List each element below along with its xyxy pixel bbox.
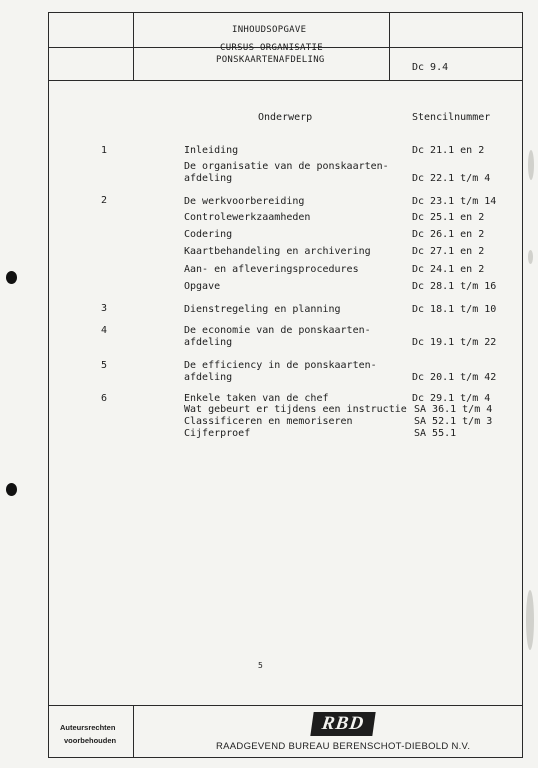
department-subtitle: PONSKAARTENAFDELING xyxy=(216,55,325,65)
punch-hole-bottom xyxy=(6,483,17,496)
row-number: 6 xyxy=(101,393,108,404)
rbd-logo: RBD xyxy=(310,712,375,736)
row-subject: De efficiency in de ponskaarten- xyxy=(184,360,377,371)
page-mark: 5 xyxy=(258,661,263,670)
footer-top-line xyxy=(48,705,523,706)
row-subject: afdeling xyxy=(184,337,233,348)
company-name: RAADGEVEND BUREAU BERENSCHOT-DIEBOLD N.V. xyxy=(216,741,471,752)
header-vertical-right xyxy=(389,12,390,80)
row-subject: afdeling xyxy=(184,173,233,184)
row-number: 4 xyxy=(101,325,108,336)
row-stencil: Dc 28.1 t/m 16 xyxy=(412,281,497,292)
row-subject: Inleiding xyxy=(184,145,239,156)
row-subject: Aan- en afleveringsprocedures xyxy=(184,264,359,275)
row-subject: Classificeren en memoriseren xyxy=(184,416,353,427)
row-stencil: SA 55.1 xyxy=(414,428,457,439)
row-subject: Enkele taken van de chef xyxy=(184,393,329,404)
scan-smudge xyxy=(528,150,534,180)
page-title: INHOUDSOPGAVE xyxy=(232,25,307,35)
footer-vertical xyxy=(133,705,134,758)
row-subject: Opgave xyxy=(184,281,221,292)
row-subject: Cijferproef xyxy=(184,428,251,439)
row-subject: Controlewerkzaamheden xyxy=(184,212,311,223)
scan-smudge xyxy=(528,250,533,264)
header-vertical-left xyxy=(133,12,134,80)
row-stencil: Dc 25.1 en 2 xyxy=(412,212,485,223)
row-number: 5 xyxy=(101,360,108,371)
row-stencil: Dc 27.1 en 2 xyxy=(412,246,485,257)
row-subject: De economie van de ponskaarten- xyxy=(184,325,371,336)
row-stencil: Dc 29.1 t/m 4 xyxy=(412,393,491,404)
row-subject: De organisatie van de ponskaarten- xyxy=(184,161,389,172)
copyright-line-2: voorbehouden xyxy=(64,736,117,745)
row-number: 3 xyxy=(101,303,108,314)
row-stencil: Dc 20.1 t/m 42 xyxy=(412,372,497,383)
punch-hole-top xyxy=(6,271,17,284)
row-subject: Dienstregeling en planning xyxy=(184,304,341,315)
column-header-stencil: Stencilnummer xyxy=(412,112,491,123)
row-stencil: SA 52.1 t/m 3 xyxy=(414,416,493,427)
column-header-subject: Onderwerp xyxy=(258,112,313,123)
course-subtitle: CURSUS ORGANISATIE xyxy=(220,43,323,53)
document-code: Dc 9.4 xyxy=(412,62,449,73)
row-subject: De werkvoorbereiding xyxy=(184,196,305,207)
row-stencil: SA 36.1 t/m 4 xyxy=(414,404,493,415)
row-stencil: Dc 26.1 en 2 xyxy=(412,229,485,240)
row-stencil: Dc 23.1 t/m 14 xyxy=(412,196,497,207)
row-subject: Kaartbehandeling en archivering xyxy=(184,246,371,257)
row-subject: afdeling xyxy=(184,372,233,383)
header-bottom-line xyxy=(48,80,523,81)
row-stencil: Dc 22.1 t/m 4 xyxy=(412,173,491,184)
row-stencil: Dc 19.1 t/m 22 xyxy=(412,337,497,348)
row-stencil: Dc 21.1 en 2 xyxy=(412,145,485,156)
copyright-line-1: Auteursrechten xyxy=(60,723,116,732)
form-frame xyxy=(48,12,523,758)
row-stencil: Dc 24.1 en 2 xyxy=(412,264,485,275)
row-number: 1 xyxy=(101,145,108,156)
row-stencil: Dc 18.1 t/m 10 xyxy=(412,304,497,315)
row-subject: Codering xyxy=(184,229,233,240)
row-subject: Wat gebeurt er tijdens een instructie xyxy=(184,404,407,415)
scan-smudge xyxy=(526,590,534,650)
row-number: 2 xyxy=(101,195,108,206)
